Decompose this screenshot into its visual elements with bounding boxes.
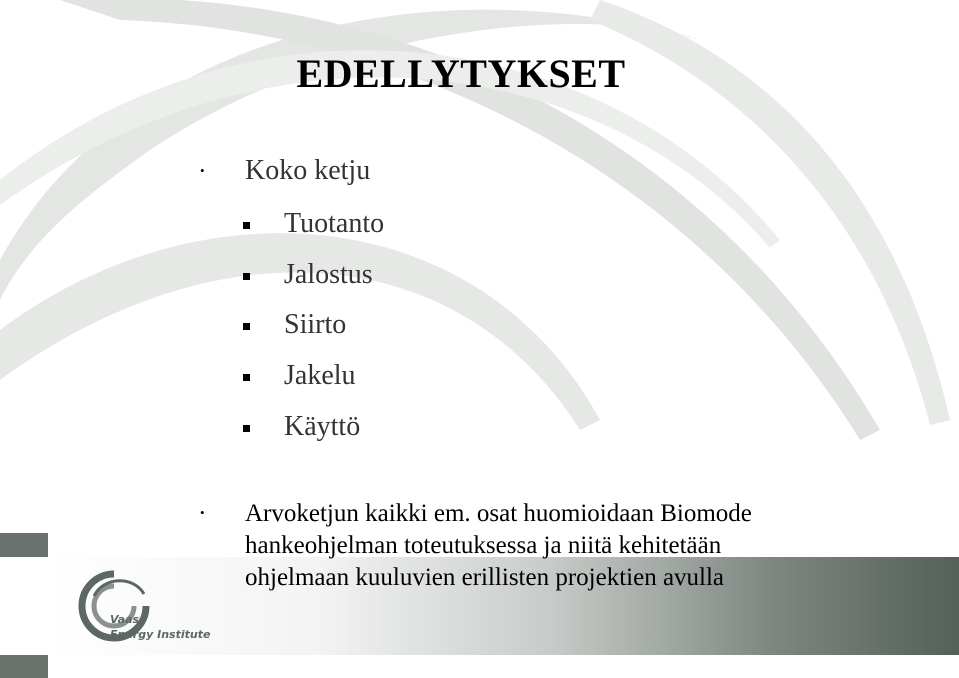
sub-bullet-kaytto: Käyttö (284, 411, 361, 442)
footer-square-bottom (0, 655, 48, 678)
footer-square-top (0, 533, 48, 557)
sub-bullet-tuotanto: Tuotanto (284, 208, 385, 239)
bullet-dot (200, 508, 209, 517)
slide-title: EDELLYTYKSET (296, 51, 626, 96)
sub-bullet-square (243, 323, 250, 330)
paragraph-arvoketju (245, 498, 945, 594)
sub-bullet-square (243, 374, 250, 381)
paragraph-line: hankeohjelman toteutuksessa ja niitä kehitetään (245, 532, 722, 559)
logo-line1: Vaasa (110, 613, 147, 626)
bullet-koko-ketju: Koko ketju (245, 155, 371, 186)
bullet-dot (200, 166, 209, 175)
sub-bullet-square (243, 425, 250, 432)
logo-line2: Energy Institute (110, 628, 211, 641)
paragraph-line: Arvoketjun kaikki em. osat huomioidaan Biomode (245, 500, 752, 527)
sub-bullet-siirto: Siirto (284, 309, 347, 340)
sub-bullet-square (243, 273, 250, 280)
sub-bullet-jalostus: Jalostus (284, 259, 373, 290)
sub-bullet-jakelu: Jakelu (284, 360, 356, 391)
paragraph-line: ohjelmaan kuuluvien erillisten projektien avulla (245, 564, 725, 591)
sub-bullet-square (243, 222, 250, 229)
